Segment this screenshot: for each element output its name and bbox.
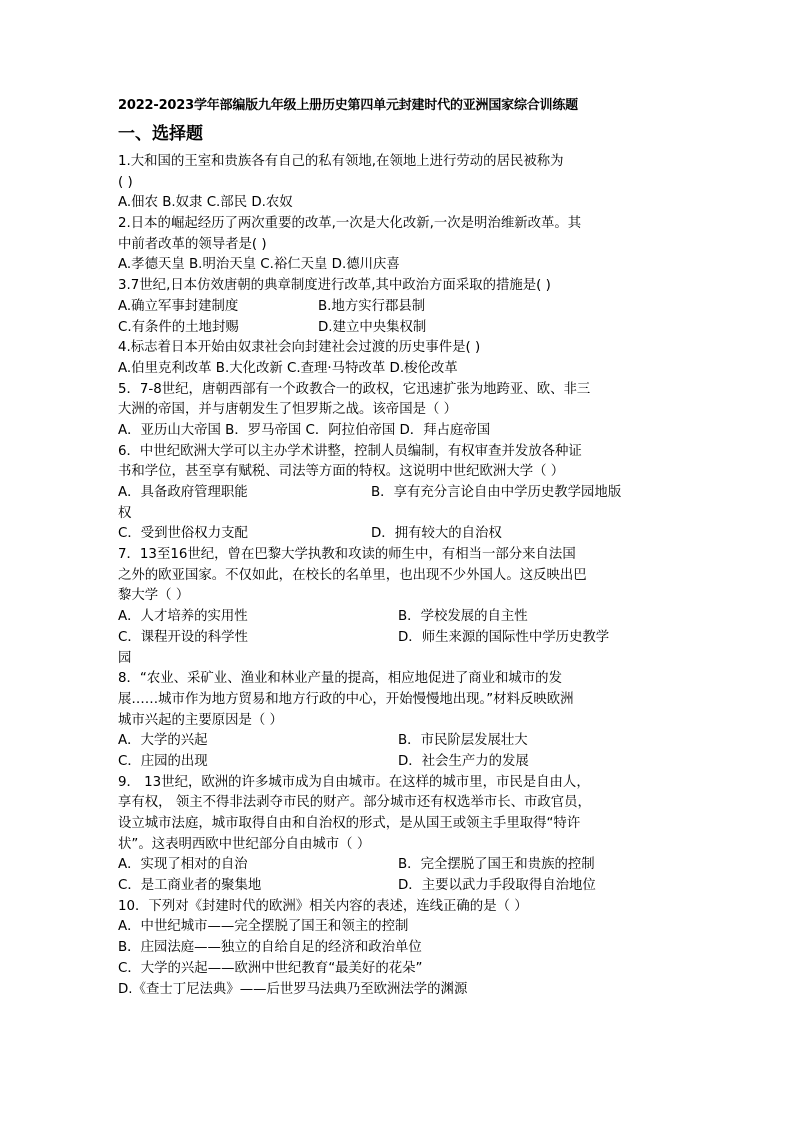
- option-a: A．具备政府管理职能: [118, 485, 248, 500]
- question-options-row: [118, 752, 678, 773]
- option-c: C．大学的兴起——欧洲中世纪教育“最美好的花朵”: [118, 960, 423, 976]
- question-stem: 黎大学（ ）: [118, 588, 190, 604]
- document-page: [118, 94, 678, 1000]
- question-stem: 城市兴起的主要原因是（ ）: [118, 712, 283, 728]
- option-d: D．主要以武力手段取得自治地位: [398, 878, 596, 894]
- question-4: [118, 338, 678, 379]
- option-a: A．中世纪城市——完全摆脱了国王和领主的控制: [118, 919, 409, 935]
- option-d: D.建立中央集权制: [318, 319, 427, 335]
- question-stem: 8．“农业、采矿业、渔业和林业产量的提高，相应地促进了商业和城市的发: [118, 671, 562, 687]
- question-options: A.佃农 B.奴隶 C.部民 D.农奴: [118, 195, 293, 211]
- question-stem: 之外的欧亚国家。不仅如此，在校长的名单里，也出现不少外国人。这反映出巴: [118, 567, 587, 583]
- question-7: [118, 545, 678, 669]
- question-stem: 7．13至16世纪，曾在巴黎大学执教和攻读的师生中，有相当一部分来自法国: [118, 547, 576, 563]
- question-2: [118, 214, 678, 276]
- question-stem: 享有权， 领主不得非法剥夺市民的财产。部分城市还有权选举市长、市政官员，: [118, 795, 591, 811]
- option-b: B.地方实行郡县制: [318, 298, 426, 314]
- question-options-row: [118, 524, 678, 545]
- option-d: D.《查士丁尼法典》——后世罗马法典乃至欧洲法学的渊源: [118, 981, 468, 997]
- question-options-row: [118, 731, 678, 752]
- option-a: A．大学的兴起: [118, 733, 208, 749]
- question-stem: 2.日本的崛起经历了两次重要的改革,一次是大化改新,一次是明治维新改革。其: [118, 216, 582, 232]
- option-c: C．是工商业者的聚集地: [118, 878, 262, 894]
- option-b: B．市民阶层发展壮大: [398, 733, 528, 749]
- question-5: [118, 380, 678, 442]
- document-title: 2022-2023学年部编版九年级上册历史第四单元封建时代的亚洲国家综合训练题: [118, 98, 578, 113]
- option-c: C．课程开设的科学性: [118, 629, 248, 645]
- option-b: B．庄园法庭——独立的自给自足的经济和政治单位: [118, 940, 422, 956]
- option-c: C．庄园的出现: [118, 753, 208, 769]
- question-9: [118, 773, 678, 897]
- option-a: A．人才培养的实用性: [118, 609, 248, 625]
- question-10: [118, 897, 678, 1000]
- question-options-row: [118, 297, 678, 318]
- question-stem: ( ): [118, 174, 133, 190]
- question-options-row: [118, 628, 678, 649]
- option-d-continued: 园: [118, 650, 132, 666]
- question-stem: 4.标志着日本开始由奴隶社会向封建社会过渡的历史事件是( ): [118, 340, 481, 356]
- option-a: A．实现了相对的自治: [118, 857, 248, 873]
- question-stem: 中前者改革的领导者是( ): [118, 236, 267, 252]
- option-d: D．社会生产力的发展: [398, 753, 529, 769]
- question-options: A.伯里克利改革 B.大化改新 C.查理·马特改革 D.梭伦改革: [118, 360, 458, 376]
- question-options-row: [118, 483, 678, 504]
- question-options-row: [118, 855, 678, 876]
- option-d: D．拥有较大的自治权: [371, 526, 502, 542]
- option-a: A.确立军事封建制度: [118, 298, 239, 314]
- question-3: [118, 276, 678, 338]
- question-stem: 1.大和国的王室和贵族各有自己的私有领地,在领地上进行劳动的居民被称为: [118, 154, 564, 169]
- option-d: D．师生来源的国际性中学历史教学: [398, 629, 610, 645]
- question-stem: 5．7-8世纪，唐朝西部有一个政教合一的政权，它迅速扩张为地跨亚、欧、非三: [118, 381, 591, 397]
- option-c: C．受到世俗权力支配: [118, 526, 248, 542]
- option-b: B．完全摆脱了国王和贵族的控制: [398, 857, 595, 873]
- option-b: B．学校发展的自主性: [398, 609, 528, 625]
- question-stem: 书和学位，甚至享有赋税、司法等方面的特权。这说明中世纪欧洲大学（ ）: [118, 464, 565, 480]
- question-options: A．亚历山大帝国 B．罗马帝国 C．阿拉伯帝国 D．拜占庭帝国: [118, 422, 491, 438]
- question-stem: 3.7世纪,日本仿效唐朝的典章制度进行改革,其中政治方面采取的措施是( ): [118, 278, 551, 294]
- option-b-continued: 权: [118, 505, 132, 521]
- question-1: [118, 152, 678, 214]
- question-8: [118, 669, 678, 772]
- question-6: [118, 442, 678, 545]
- question-stem: 设立城市法庭，城市取得自由和自治权的形式，是从国王或领主手里取得“特许: [118, 816, 581, 831]
- option-b: B．享有充分言论自由中学历史教学园地版: [371, 485, 622, 500]
- question-stem: 展……城市作为地方贸易和地方行政的中心，开始慢慢地出现。”材料反映欧洲: [118, 691, 574, 707]
- question-options: A.孝德天皇 B.明治天皇 C.裕仁天皇 D.德川庆喜: [118, 257, 400, 273]
- option-c: C.有条件的土地封赐: [118, 319, 239, 335]
- question-stem: 状”。这表明西欧中世纪部分自由城市（ ）: [118, 836, 371, 852]
- question-stem: 6．中世纪欧洲大学可以主办学术讲整，控制人员编制，有权审查并发放各种证: [118, 443, 582, 459]
- section-heading: 一、选择题: [118, 124, 203, 144]
- question-stem: 10．下列对《封建时代的欧洲》相关内容的表述，连线正确的是（ ）: [118, 898, 528, 914]
- question-options-row: [118, 607, 678, 628]
- question-stem: 大洲的帝国，并与唐朝发生了怛罗斯之战。该帝国是（ ）: [118, 402, 458, 418]
- question-options-row: [118, 876, 678, 897]
- question-options-row: [118, 318, 678, 339]
- question-stem: 9． 13世纪，欧洲的许多城市成为自由城市。在这样的城市里，市民是自由人，: [118, 774, 590, 790]
